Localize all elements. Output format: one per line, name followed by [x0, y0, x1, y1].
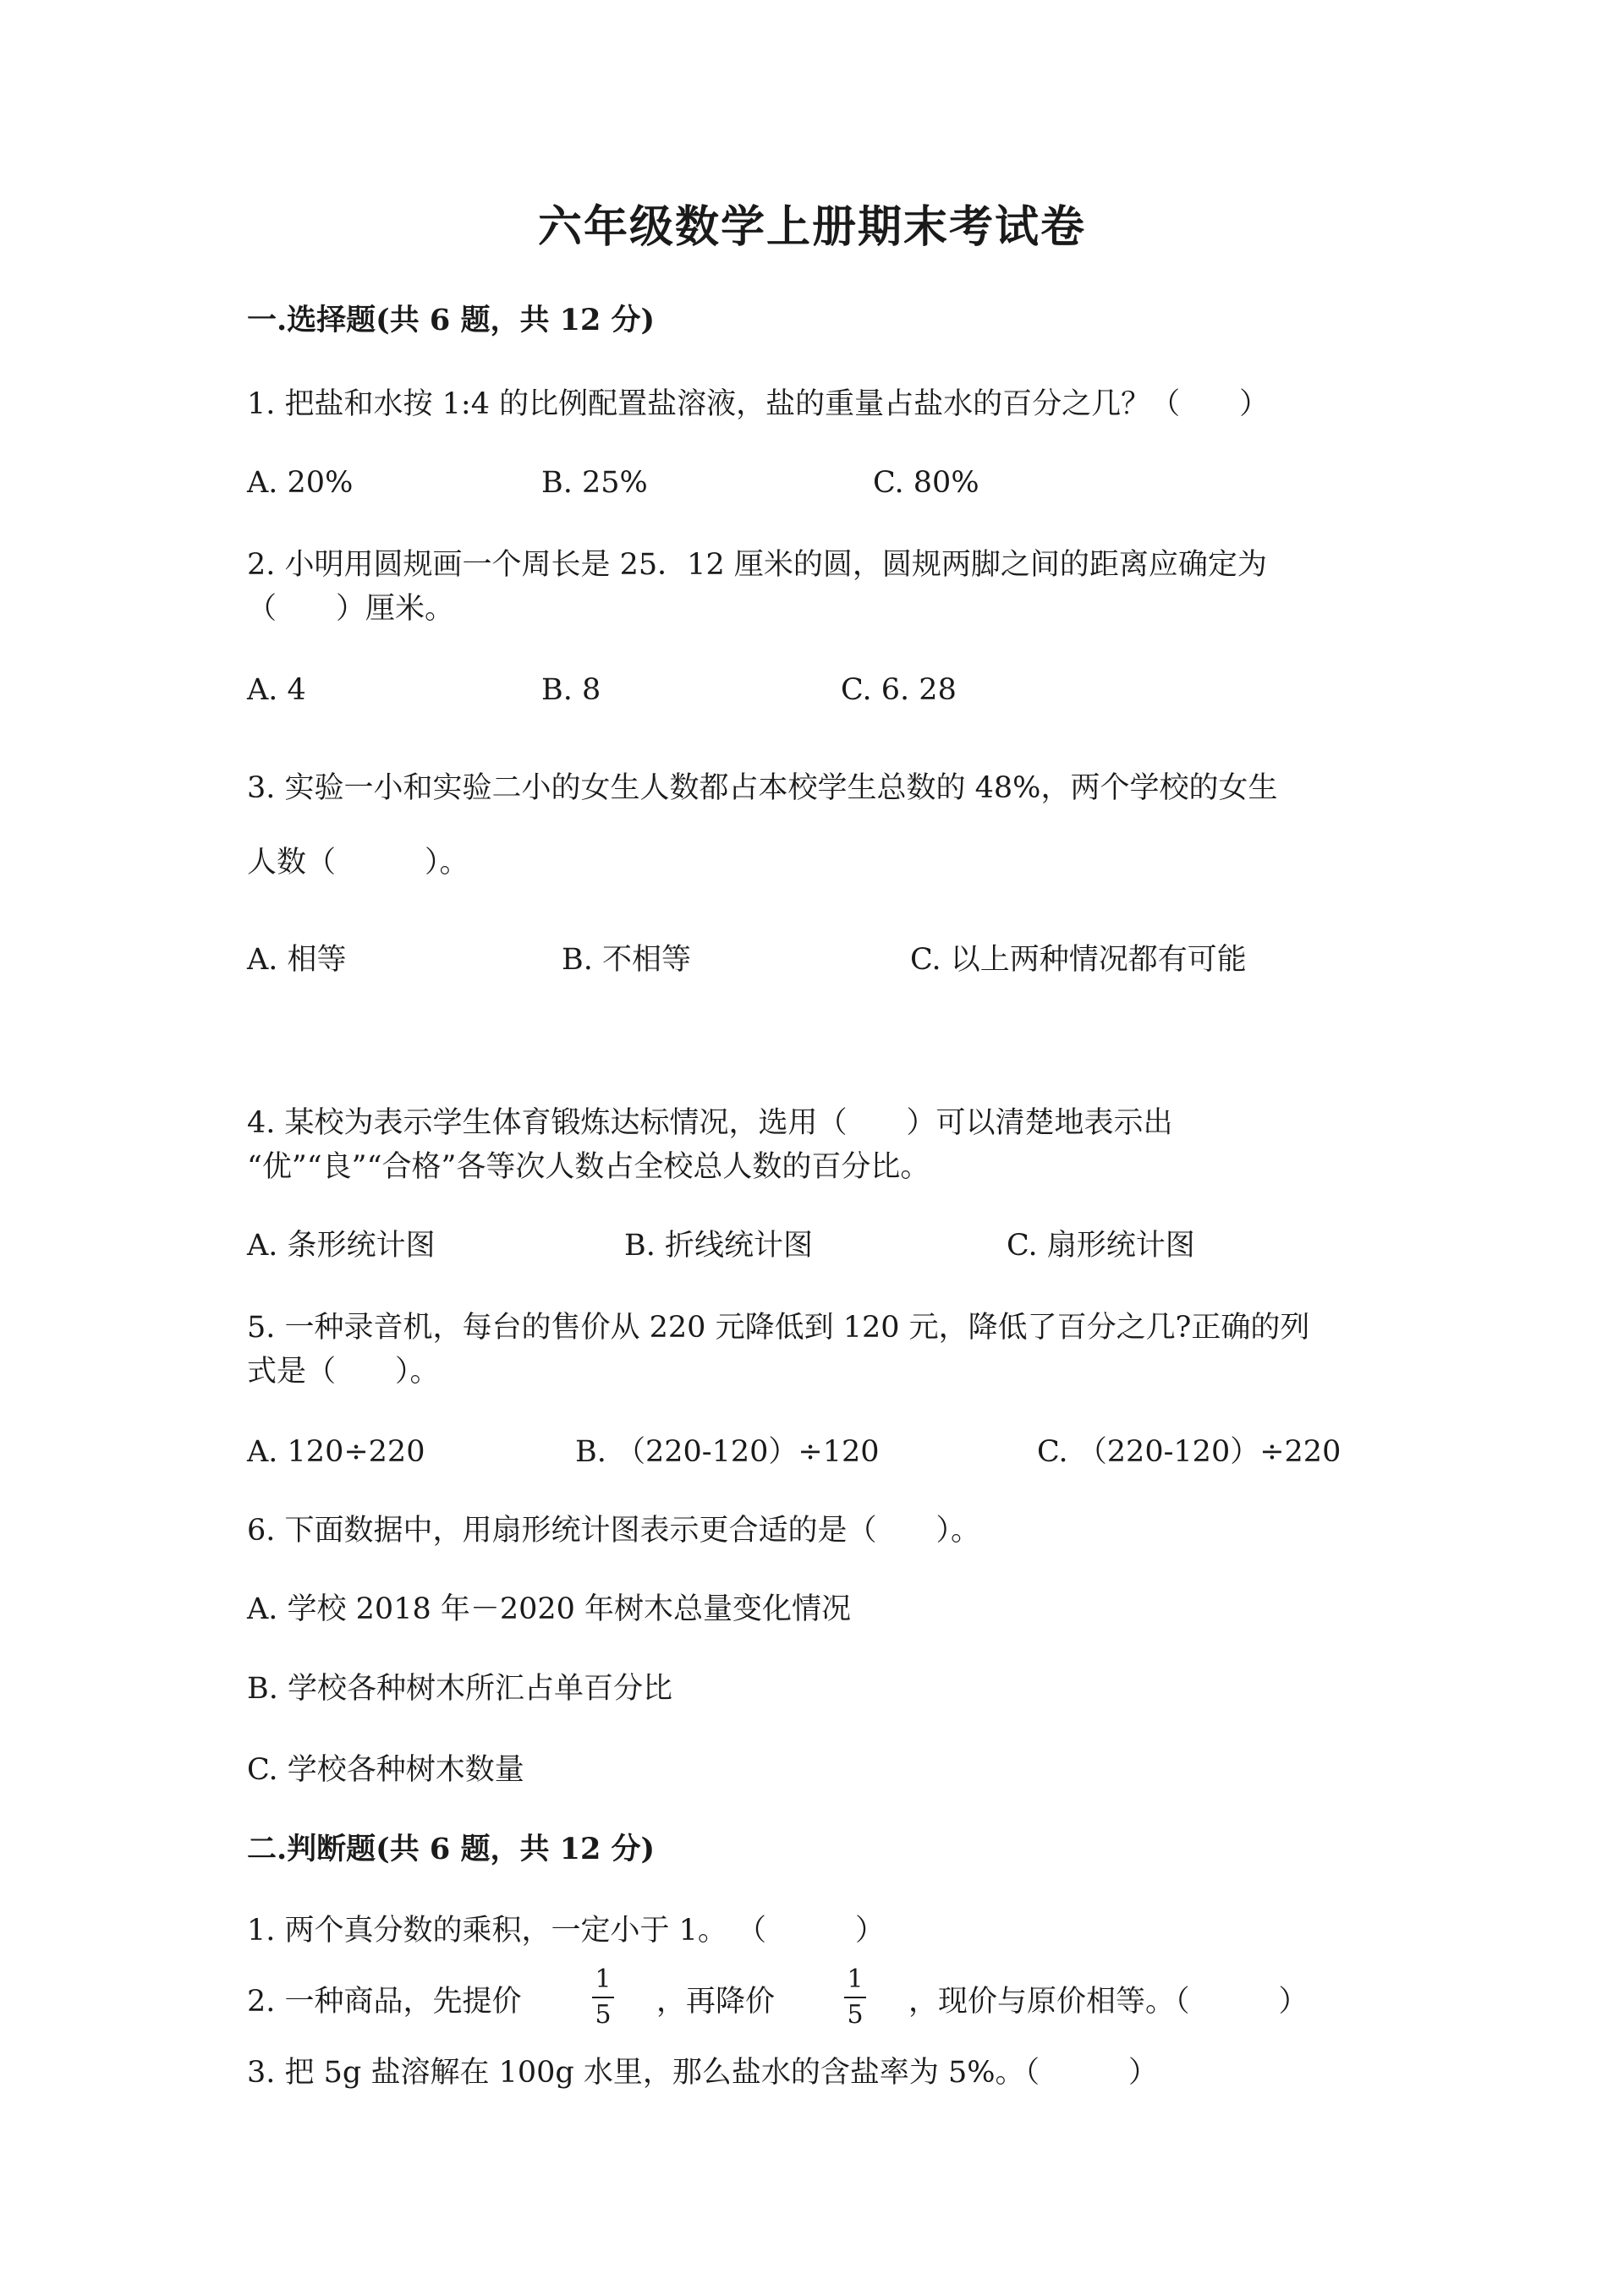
- question-4: [247, 1101, 1389, 1189]
- question-text: 6. 下面数据中，用扇形统计图表示更合适的是（ ）。: [247, 1514, 981, 1548]
- question-2: [247, 543, 1389, 631]
- question-text: 5. 一种录音机，每台的售价从 220 元降低到 120 元，降低了百分之几?正确的列: [247, 1311, 1310, 1345]
- option-a: A. 相等: [247, 943, 347, 977]
- judge-question-3: 3. 把 5g 盐溶解在 100g 水里，那么盐水的含盐率为 5%。（ ）: [247, 2056, 1159, 2090]
- fraction-denominator: 5: [847, 2000, 864, 2030]
- option-c: C. 学校各种树木数量: [247, 1753, 524, 1787]
- option-a: A. 4: [247, 673, 306, 707]
- option-b: B. 8: [541, 673, 601, 707]
- question-text: 4. 某校为表示学生体育锻炼达标情况，选用（ ）可以清楚地表示出: [247, 1106, 1173, 1140]
- question-text: “优”“良”“合格”各等次人数占全校总人数的百分比。: [247, 1150, 930, 1184]
- section-heading-choice: 一.选择题(共 6 题，共 12 分): [247, 303, 656, 337]
- question-6: [247, 1509, 1389, 1553]
- question-1: [247, 382, 1389, 426]
- option-b: B. 25%: [541, 466, 648, 500]
- option-a: A. 120÷220: [247, 1435, 425, 1469]
- question-text: 式是（ ）。: [247, 1355, 440, 1389]
- fraction-bar: [592, 1997, 614, 1998]
- judge-question-2-part1: 2. 一种商品，先提价: [247, 1985, 522, 2019]
- question-text: 3. 实验一小和实验二小的女生人数都占本校学生总数的 48%，两个学校的女生: [247, 771, 1278, 805]
- question-3: [247, 751, 1389, 900]
- section-heading-judge: 二.判断题(共 6 题，共 12 分): [247, 1832, 656, 1866]
- fraction-denominator: 5: [595, 2000, 612, 2030]
- option-c: C. 80%: [873, 466, 979, 500]
- judge-question-1: 1. 两个真分数的乘积，一定小于 1。 （ ）: [247, 1914, 886, 1948]
- fraction-numerator: 1: [847, 1964, 864, 1994]
- option-b: B. （220-120）÷120: [575, 1435, 880, 1469]
- option-a: A. 条形统计图: [247, 1229, 436, 1263]
- option-b: B. 不相等: [562, 943, 691, 977]
- question-text: 人数（ ）。: [247, 846, 469, 879]
- fraction-one-fifth: [842, 1965, 868, 2030]
- judge-question-2-part3: ，现价与原价相等。（ ）: [908, 1985, 1309, 2019]
- page-title: 六年级数学上册期末考试卷: [537, 201, 1086, 253]
- option-a: A. 20%: [247, 466, 354, 500]
- option-a: A. 学校 2018 年－2020 年树木总量变化情况: [247, 1592, 852, 1626]
- option-c: C. （220-120）÷220: [1037, 1435, 1341, 1469]
- option-c: C. 扇形统计图: [1007, 1229, 1195, 1263]
- option-b: B. 学校各种树木所汇占单百分比: [247, 1672, 672, 1706]
- question-5: [247, 1306, 1389, 1394]
- fraction-bar: [844, 1997, 866, 1998]
- fraction-one-fifth: [590, 1965, 616, 2030]
- option-c: C. 6. 28: [841, 673, 957, 707]
- option-b: B. 折线统计图: [624, 1229, 813, 1263]
- judge-question-2-part2: ，再降价: [656, 1985, 776, 2019]
- fraction-numerator: 1: [595, 1964, 612, 1994]
- question-text: 2. 小明用圆规画一个周长是 25．12 厘米的圆，圆规两脚之间的距离应确定为: [247, 548, 1267, 582]
- question-text: 1. 把盐和水按 1:4 的比例配置盐溶液，盐的重量占盐水的百分之几？（ ）: [247, 387, 1270, 421]
- option-c: C. 以上两种情况都有可能: [910, 943, 1247, 977]
- question-text: （ ）厘米。: [247, 592, 455, 626]
